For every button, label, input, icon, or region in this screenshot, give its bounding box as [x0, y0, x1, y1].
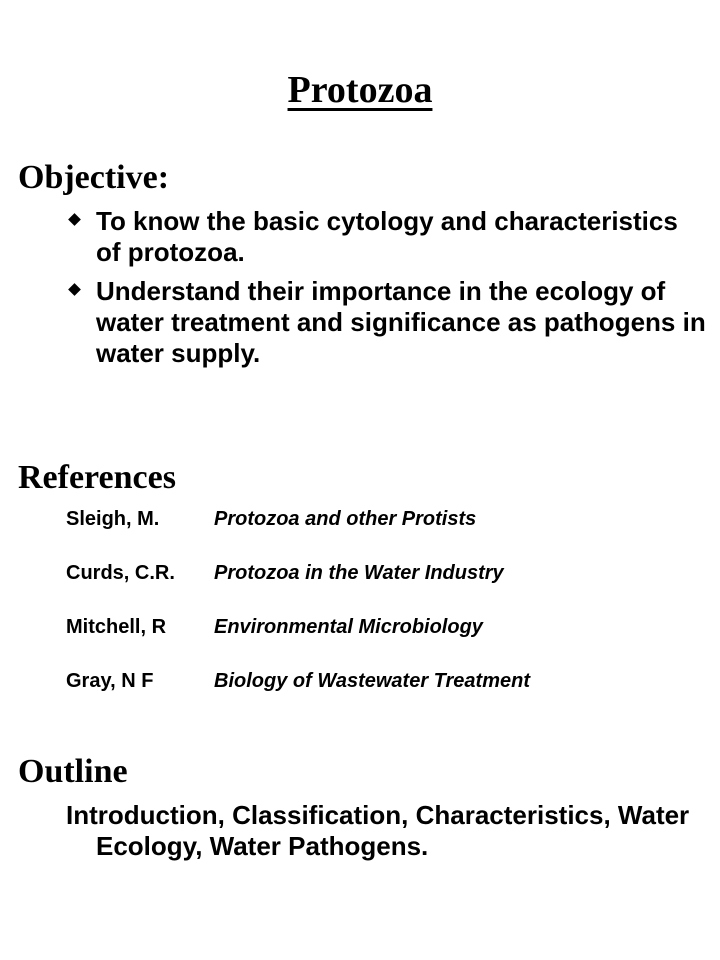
- outline-text: Introduction, Classification, Characteristics, Water Ecology, Water Pathogens.: [66, 800, 690, 861]
- reference-item: [66, 506, 706, 560]
- reference-author: Gray, N F: [66, 670, 154, 692]
- reference-item: [66, 668, 706, 722]
- references-list: [66, 506, 706, 722]
- reference-item: [66, 560, 706, 614]
- objective-item: [66, 206, 706, 268]
- reference-work: Protozoa and other Protists: [214, 508, 477, 530]
- reference-work: Protozoa in the Water Industry: [214, 562, 504, 584]
- reference-author: Sleigh, M.: [66, 508, 160, 530]
- diamond-bullet-icon: [68, 213, 81, 226]
- diamond-bullet-icon: [68, 283, 81, 296]
- objective-item-text: To know the basic cytology and characteristics of protozoa.: [96, 206, 678, 267]
- objective-list: [66, 206, 706, 377]
- reference-work: Biology of Wastewater Treatment: [214, 670, 530, 692]
- reference-author: Curds, C.R.: [66, 562, 175, 584]
- page-title-text: Protozoa: [287, 69, 433, 111]
- objective-item: [66, 276, 706, 369]
- outline-heading: Outline: [18, 753, 128, 790]
- objective-heading: Objective:: [18, 159, 170, 196]
- reference-author: Mitchell, R: [66, 616, 167, 638]
- references-heading: References: [18, 459, 176, 496]
- reference-item: [66, 614, 706, 668]
- objective-item-text: Understand their importance in the ecology of water treatment and significance as pathogens in water supply.: [96, 276, 706, 368]
- page-title: [0, 66, 720, 114]
- reference-work: Environmental Microbiology: [214, 616, 483, 638]
